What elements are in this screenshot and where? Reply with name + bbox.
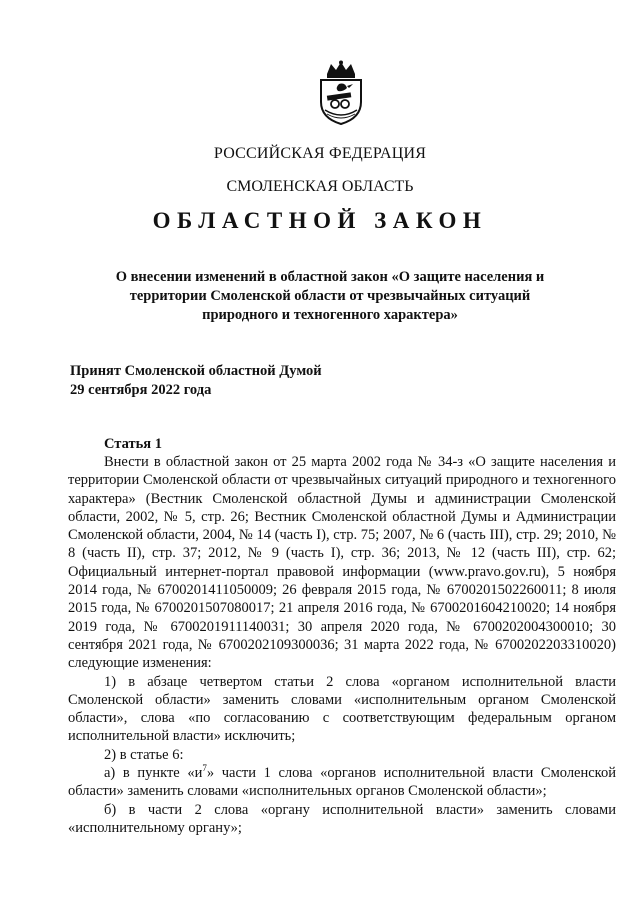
law-subject: О внесении изменений в областной закон «О защите населения и территории Смоленской области от чрезвычайных ситуаций природного и техногенного характера» — [115, 269, 545, 323]
amendment-item-2b: б) в части 2 слова «органу исполнительной власти» заменить словами «исполнительному органу»; — [68, 801, 616, 836]
article-intro-paragraph: Внести в областной закон от 25 марта 2002 года № 34-з «О защите населения и территории Смоленской области от чрезвычайных ситуаций природного и техногенного характера» (Вестник Смоленской областной Думы и администрации Смоленской области, 2002, № 5, стр. 26; Вестник Смоленской областной Думы и Администрации Смоленской области, 2004, № 14 (часть I), стр. 75; 2007, № 6 (часть III), стр. 29; 2010, № 8 (часть II), стр. 37; 2012, № 9 (часть I), стр. 36; 2013, № 12 (часть III), стр. 62; Официальный интернет-портал правовой информации (www.pravo.gov.ru), 5 ноября 2014 года, № 6700201411050009; 26 февраля 2015 года, № 6700201502260011; 8 июля 2015 года, № 6700201507080017; 21 апреля 2016 года, № 6700201604210020; 14 ноября 2019 года, № 6700201911140031; 30 апреля 2020 года, № 6700202004300010; 30 сентября 2021 года, № 6700202109300036; 31 марта 2022 года, № 6700202203310020) следующие изменения: — [68, 454, 616, 672]
item-2a-text-start: а) в пункте «и — [104, 765, 203, 782]
adoption-date: 29 сентября 2022 года — [70, 382, 212, 398]
document-type-title: ОБЛАСТНОЙ ЗАКОН — [152, 208, 488, 233]
adoption-body: Принят Смоленской областной Думой — [70, 363, 322, 379]
article-title: Статья 1 — [104, 436, 162, 452]
article-body — [68, 453, 616, 837]
item-2a-superscript: 7 — [202, 763, 207, 774]
amendment-item-1: 1) в абзаце четвертом статьи 2 слова «органом исполнительной власти Смоленской области» заменить словами «исполнительным органом Смоленской области», слова «по согласованию с соответствующим федеральным органом исполнительной власти» исключить; — [68, 673, 616, 745]
item-2a-text-end: » части 1 слова «органов исполнительной власти Смоленской области» заменить словами «исполнительных органов Смоленской области»; — [68, 765, 616, 800]
amendment-item-2: 2) в статье 6: — [104, 746, 184, 763]
federation-heading: РОССИЙСКАЯ ФЕДЕРАЦИЯ — [213, 145, 427, 162]
region-heading: СМОЛЕНСКАЯ ОБЛАСТЬ — [226, 178, 414, 195]
amendment-item-2a — [68, 764, 616, 801]
smolensk-coat-of-arms-icon — [313, 60, 369, 126]
adoption-info — [70, 362, 322, 400]
